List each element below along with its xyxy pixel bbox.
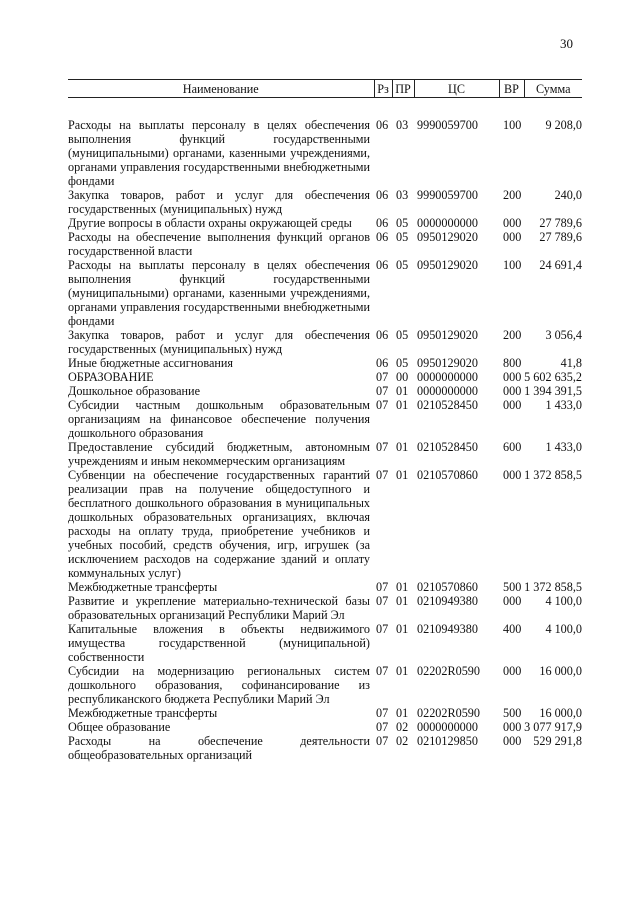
cell-rz: 06 <box>376 188 389 202</box>
header-pr: ПР <box>392 80 414 98</box>
header-rz: Рз <box>374 80 392 98</box>
table-row <box>68 594 582 622</box>
cell-cs: 9990059700 <box>417 118 478 132</box>
cell-pr: 03 <box>396 118 409 132</box>
table-row <box>68 118 582 188</box>
cell-rz: 07 <box>376 384 389 398</box>
cell-pr: 01 <box>396 664 409 678</box>
cell-sum: 1 372 858,5 <box>524 468 582 482</box>
page-number: 30 <box>560 36 573 51</box>
cell-cs: 02202R0590 <box>417 706 480 720</box>
cell-name: Расходы на обеспечение выполнения функций органов государственной власти <box>68 230 370 258</box>
header-cs: ЦС <box>414 80 499 98</box>
cell-pr: 03 <box>396 188 409 202</box>
header-sum: Сумма <box>524 80 582 98</box>
cell-name: Закупка товаров, работ и услуг для обеспечения государственных (муниципальных) нужд <box>68 328 370 356</box>
cell-cs: 9990059700 <box>417 188 478 202</box>
cell-name: Предоставление субсидий бюджетным, автономным учреждениям и иным некоммерческим организациям <box>68 440 370 468</box>
cell-rz: 06 <box>376 328 389 342</box>
cell-pr: 01 <box>396 622 409 636</box>
cell-cs: 0210528450 <box>417 398 478 412</box>
cell-cs: 0000000000 <box>417 384 478 398</box>
cell-sum: 1 372 858,5 <box>524 580 582 594</box>
cell-vr: 100 <box>503 258 522 272</box>
cell-sum: 4 100,0 <box>545 622 582 636</box>
cell-rz: 06 <box>376 258 389 272</box>
cell-cs: 0000000000 <box>417 370 478 384</box>
table-row <box>68 328 582 356</box>
table-row <box>68 734 582 762</box>
header-vr: ВР <box>499 80 524 98</box>
cell-name: Межбюджетные трансферты <box>68 580 218 594</box>
cell-pr: 01 <box>396 384 409 398</box>
table-row <box>68 622 582 664</box>
cell-rz: 07 <box>376 440 389 454</box>
table-row <box>68 230 582 258</box>
cell-vr: 500 <box>503 706 522 720</box>
cell-rz: 07 <box>376 734 389 748</box>
cell-vr: 000 <box>503 594 522 608</box>
cell-vr: 000 <box>503 398 522 412</box>
cell-cs: 0000000000 <box>417 720 478 734</box>
table-row <box>68 720 582 734</box>
cell-cs: 0950129020 <box>417 230 478 244</box>
table-row <box>68 384 582 398</box>
cell-vr: 200 <box>503 188 522 202</box>
cell-cs: 0950129020 <box>417 328 478 342</box>
cell-cs: 0210570860 <box>417 468 478 482</box>
cell-cs: 0950129020 <box>417 258 478 272</box>
table-header-row <box>68 80 582 98</box>
cell-pr: 05 <box>396 216 409 230</box>
cell-pr: 01 <box>396 440 409 454</box>
cell-sum: 3 056,4 <box>545 328 582 342</box>
cell-vr: 000 <box>503 384 522 398</box>
cell-vr: 400 <box>503 622 522 636</box>
cell-pr: 01 <box>396 398 409 412</box>
cell-vr: 000 <box>503 664 522 678</box>
cell-sum: 27 789,6 <box>539 216 582 230</box>
cell-name: Субвенции на обеспечение государственных гарантий реализации прав на получение общедоступного и бесплатного дошкольного образования в муниципальных дошкольных образовательных организациях, включая расходы на оплату труда, приобретение учебников и учебных пособий, средств обучения, игр, игрушек (за исключением расходов на содержание зданий и оплату коммунальных услуг) <box>68 468 370 580</box>
table-row <box>68 440 582 468</box>
table-row <box>68 468 582 580</box>
cell-sum: 16 000,0 <box>539 664 582 678</box>
cell-rz: 07 <box>376 720 389 734</box>
cell-sum: 3 077 917,9 <box>524 720 582 734</box>
cell-rz: 07 <box>376 370 389 384</box>
cell-rz: 07 <box>376 706 389 720</box>
cell-rz: 06 <box>376 356 389 370</box>
cell-rz: 07 <box>376 580 389 594</box>
table-row <box>68 258 582 328</box>
table-row <box>68 370 582 384</box>
cell-name: Межбюджетные трансферты <box>68 706 218 720</box>
cell-name: Капитальные вложения в объекты недвижимого имущества государственной (муниципальной) собственности <box>68 622 370 664</box>
cell-name: Иные бюджетные ассигнования <box>68 356 234 370</box>
cell-rz: 07 <box>376 594 389 608</box>
cell-name: Закупка товаров, работ и услуг для обеспечения государственных (муниципальных) нужд <box>68 188 370 216</box>
cell-name: Расходы на обеспечение деятельности общеобразовательных организаций <box>68 734 370 762</box>
cell-cs: 0000000000 <box>417 216 478 230</box>
cell-name: Развитие и укрепление материально-технической базы образовательных организаций Республики Марий Эл <box>68 594 370 622</box>
cell-pr: 05 <box>396 356 409 370</box>
cell-cs: 0210949380 <box>417 594 478 608</box>
table-row <box>68 580 582 594</box>
table-row <box>68 188 582 216</box>
cell-name: Общее образование <box>68 720 171 734</box>
cell-rz: 07 <box>376 468 389 482</box>
table-row <box>68 706 582 720</box>
cell-name: Расходы на выплаты персоналу в целях обеспечения выполнения функций государственными (муниципальными) органами, казенными учреждениями, органами управления государственными внебюджетными фондами <box>68 118 370 188</box>
cell-pr: 02 <box>396 734 409 748</box>
table-row <box>68 664 582 706</box>
cell-pr: 02 <box>396 720 409 734</box>
cell-cs: 0210129850 <box>417 734 478 748</box>
cell-name: Субсидии на модернизацию региональных систем дошкольного образования, софинансирование из республиканского бюджета Республики Марий Эл <box>68 664 370 706</box>
cell-sum: 1 433,0 <box>545 398 582 412</box>
table-row <box>68 216 582 230</box>
cell-sum: 27 789,6 <box>539 230 582 244</box>
cell-sum: 24 691,4 <box>539 258 582 272</box>
cell-sum: 16 000,0 <box>539 706 582 720</box>
cell-vr: 500 <box>503 580 522 594</box>
cell-sum: 41,8 <box>560 356 582 370</box>
cell-rz: 06 <box>376 216 389 230</box>
cell-pr: 01 <box>396 468 409 482</box>
cell-name: Расходы на выплаты персоналу в целях обеспечения выполнения функций государственными (муниципальными) органами, казенными учреждениями, органами управления государственными внебюджетными фондами <box>68 258 370 328</box>
cell-rz: 07 <box>376 398 389 412</box>
cell-vr: 000 <box>503 720 522 734</box>
cell-pr: 01 <box>396 594 409 608</box>
cell-pr: 05 <box>396 258 409 272</box>
cell-vr: 000 <box>503 468 522 482</box>
cell-sum: 1 433,0 <box>545 440 582 454</box>
cell-vr: 000 <box>503 734 522 748</box>
cell-sum: 9 208,0 <box>545 118 582 132</box>
cell-rz: 07 <box>376 622 389 636</box>
cell-rz: 07 <box>376 664 389 678</box>
cell-cs: 0210528450 <box>417 440 478 454</box>
cell-rz: 06 <box>376 118 389 132</box>
cell-vr: 100 <box>503 118 522 132</box>
cell-pr: 01 <box>396 706 409 720</box>
cell-sum: 5 602 635,2 <box>524 370 582 384</box>
cell-sum: 529 291,8 <box>533 734 582 748</box>
cell-sum: 240,0 <box>554 188 582 202</box>
cell-pr: 05 <box>396 230 409 244</box>
cell-vr: 000 <box>503 216 522 230</box>
cell-name: Субсидии частным дошкольным образовательным организациям на финансовое обеспечение получения дошкольного образования <box>68 398 370 440</box>
cell-vr: 200 <box>503 328 522 342</box>
table-row <box>68 398 582 440</box>
cell-pr: 00 <box>396 370 409 384</box>
cell-sum: 4 100,0 <box>545 594 582 608</box>
cell-vr: 600 <box>503 440 522 454</box>
cell-vr: 000 <box>503 230 522 244</box>
cell-name: Дошкольное образование <box>68 384 200 398</box>
cell-pr: 05 <box>396 328 409 342</box>
cell-sum: 1 394 391,5 <box>524 384 582 398</box>
budget-table <box>68 79 582 762</box>
cell-cs: 0210570860 <box>417 580 478 594</box>
cell-rz: 06 <box>376 230 389 244</box>
cell-pr: 01 <box>396 580 409 594</box>
cell-vr: 800 <box>503 356 522 370</box>
cell-name: ОБРАЗОВАНИЕ <box>68 370 154 384</box>
table-row <box>68 356 582 370</box>
cell-vr: 000 <box>503 370 522 384</box>
cell-cs: 0210949380 <box>417 622 478 636</box>
cell-cs: 02202R0590 <box>417 664 480 678</box>
cell-name: Другие вопросы в области охраны окружающей среды <box>68 216 352 230</box>
header-name: Наименование <box>68 80 374 98</box>
cell-cs: 0950129020 <box>417 356 478 370</box>
